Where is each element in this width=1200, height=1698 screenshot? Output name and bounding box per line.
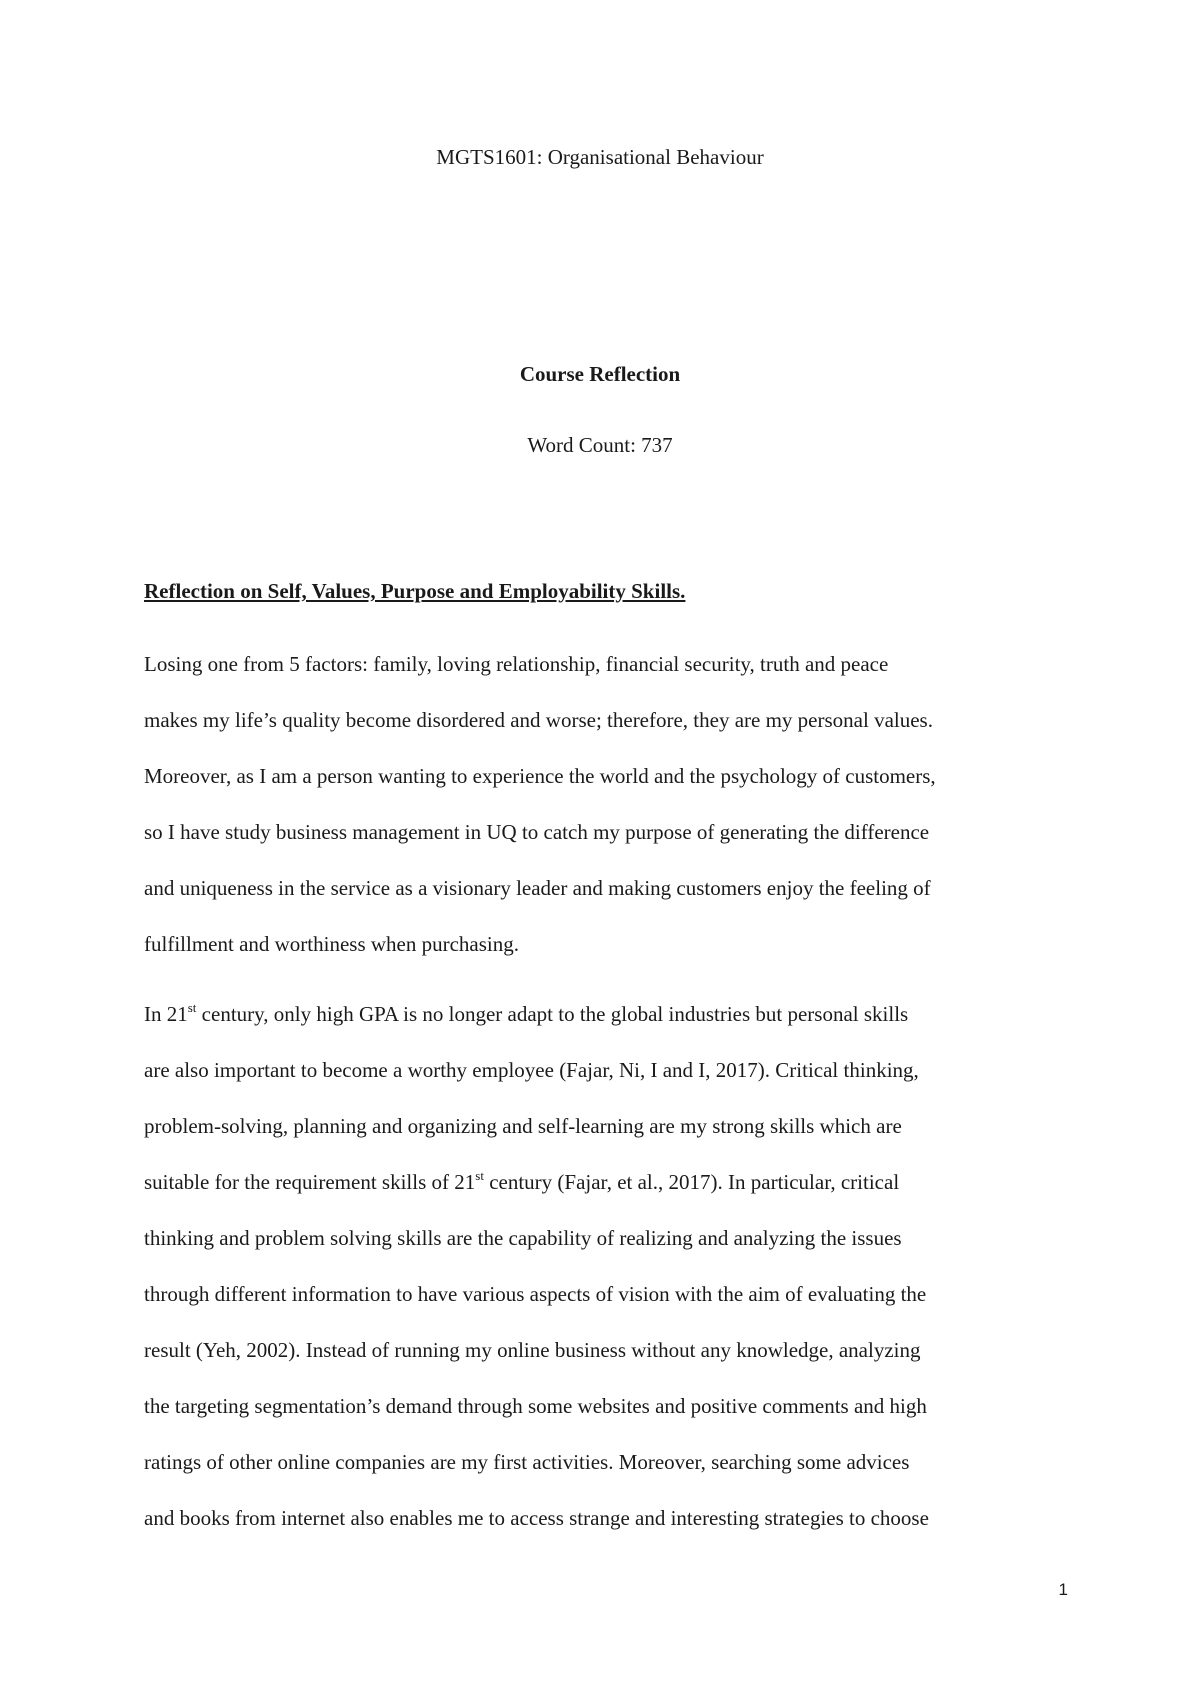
text-line: result (Yeh, 2002). Instead of running my online business without any knowledge, analyzing (144, 1338, 921, 1362)
text-line: Moreover, as I am a person wanting to experience the world and the psychology of customers, (144, 764, 936, 788)
word-count: Word Count: 737 (527, 433, 673, 457)
text-line: ratings of other online companies are my first activities. Moreover, searching some advices (144, 1450, 910, 1474)
text-line (144, 1154, 1056, 1210)
ordinal-suffix: st (187, 1000, 197, 1015)
ordinal-suffix: st (475, 1168, 484, 1183)
text-line: and books from internet also enables me to access strange and interesting strategies to choose (144, 1506, 929, 1530)
text-line: problem-solving, planning and organizing and self-learning are my strong skills which are (144, 1114, 902, 1138)
page-number: 1 (1058, 1580, 1068, 1599)
text-line: the targeting segmentation’s demand through some websites and positive comments and high (144, 1394, 927, 1418)
text-line: are also important to become a worthy employee (Fajar, Ni, I and I, 2017). Critical thinking, (144, 1058, 919, 1082)
text-fragment: In 21 (144, 1002, 188, 1026)
text-line: through different information to have various aspects of vision with the aim of evaluating the (144, 1282, 927, 1306)
section-heading: Reflection on Self, Values, Purpose and Employability Skills. (144, 579, 686, 603)
course-code: MGTS1601: Organisational Behaviour (436, 145, 764, 169)
text-line: Losing one from 5 factors: family, loving relationship, financial security, truth and peace (144, 652, 889, 676)
paragraph-employability-skills (144, 986, 1056, 1546)
text-line: thinking and problem solving skills are the capability of realizing and analyzing the issues (144, 1226, 902, 1250)
text-fragment: century, only high GPA is no longer adapt to the global industries but personal skills (196, 1002, 909, 1026)
text-line: makes my life’s quality become disordered and worse; therefore, they are my personal values. (144, 708, 933, 732)
text-line: fulfillment and worthiness when purchasing. (144, 932, 520, 956)
text-line: and uniqueness in the service as a visionary leader and making customers enjoy the feeling of (144, 876, 931, 900)
text-line (144, 986, 1056, 1042)
text-fragment: suitable for the requirement skills of 21 (144, 1170, 476, 1194)
document-title: Course Reflection (519, 362, 681, 386)
paragraph-values-purpose (144, 636, 1056, 972)
text-line: so I have study business management in UQ to catch my purpose of generating the difference (144, 820, 930, 844)
text-fragment: century (Fajar, et al., 2017). In particular, critical (483, 1170, 900, 1194)
